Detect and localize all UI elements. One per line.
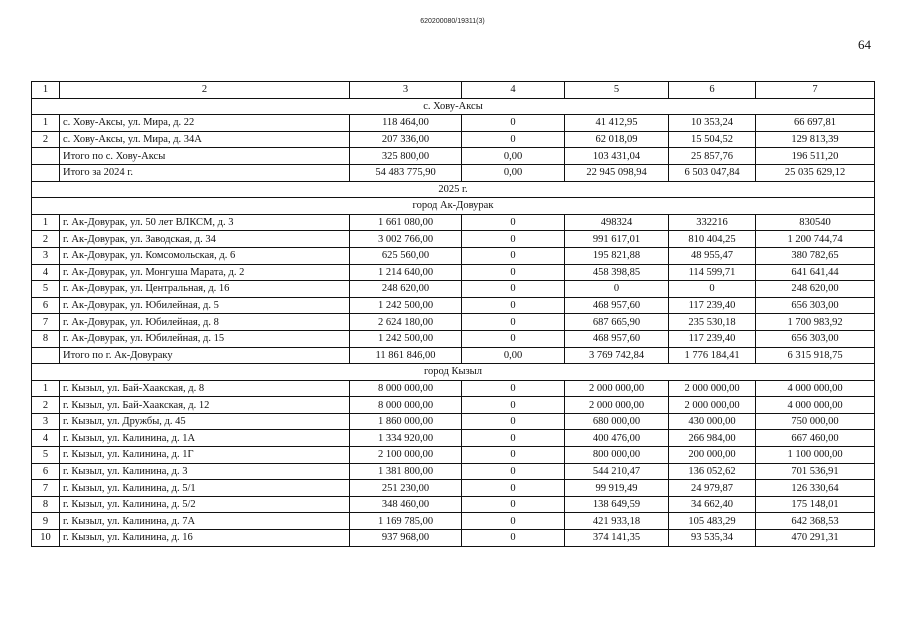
column-header: 6: [669, 82, 756, 99]
col7-cell: 1 200 744,74: [756, 231, 875, 248]
col5-cell: 62 018,09: [565, 131, 669, 148]
table-row: [32, 480, 875, 497]
col6-cell: 93 535,34: [669, 530, 756, 547]
row-number: [32, 148, 60, 165]
col5-cell: 687 665,90: [565, 314, 669, 331]
col4-cell: 0: [462, 496, 565, 513]
col5-cell: 99 919,49: [565, 480, 669, 497]
col6-cell: 235 530,18: [669, 314, 756, 331]
col4-cell: 0: [462, 214, 565, 231]
row-number: 1: [32, 214, 60, 231]
col6-cell: 136 052,62: [669, 463, 756, 480]
table-row: [32, 380, 875, 397]
column-number-row: [32, 82, 875, 99]
col5-cell: 138 649,59: [565, 496, 669, 513]
address-cell: г. Кызыл, ул. Калинина, д. 5/1: [60, 480, 350, 497]
col6-cell: 2 000 000,00: [669, 397, 756, 414]
address-cell: г. Ак-Довурак, ул. Комсомольская, д. 6: [60, 247, 350, 264]
col5-cell: 680 000,00: [565, 413, 669, 430]
col6-cell: 6 503 047,84: [669, 164, 756, 181]
address-cell: г. Ак-Довурак, ул. Центральная, д. 16: [60, 281, 350, 298]
row-number: 6: [32, 297, 60, 314]
section-header-row: [32, 98, 875, 115]
col7-cell: 129 813,39: [756, 131, 875, 148]
col5-cell: 22 945 098,94: [565, 164, 669, 181]
col7-cell: 6 315 918,75: [756, 347, 875, 364]
table-row: [32, 164, 875, 181]
col5-cell: 400 476,00: [565, 430, 669, 447]
table-row: [32, 447, 875, 464]
total-cost-cell: 118 464,00: [350, 115, 462, 132]
total-cost-cell: 54 483 775,90: [350, 164, 462, 181]
address-cell: г. Ак-Довурак, ул. 50 лет ВЛКСМ, д. 3: [60, 214, 350, 231]
col5-cell: 458 398,85: [565, 264, 669, 281]
section-header-row: [32, 364, 875, 381]
col6-cell: 105 483,29: [669, 513, 756, 530]
col4-cell: 0,00: [462, 164, 565, 181]
total-cost-cell: 1 242 500,00: [350, 297, 462, 314]
section-title: 2025 г.: [32, 181, 875, 198]
col5-cell: 468 957,60: [565, 297, 669, 314]
col4-cell: 0: [462, 480, 565, 497]
section-title: с. Хову-Аксы: [32, 98, 875, 115]
column-header: 7: [756, 82, 875, 99]
row-number: 9: [32, 513, 60, 530]
col7-cell: 4 000 000,00: [756, 397, 875, 414]
column-header: 3: [350, 82, 462, 99]
total-cost-cell: 325 800,00: [350, 148, 462, 165]
table-row: [32, 247, 875, 264]
col4-cell: 0,00: [462, 148, 565, 165]
col4-cell: 0: [462, 447, 565, 464]
total-cost-cell: 207 336,00: [350, 131, 462, 148]
total-cost-cell: 2 100 000,00: [350, 447, 462, 464]
total-cost-cell: 1 242 500,00: [350, 330, 462, 347]
column-header: 4: [462, 82, 565, 99]
col7-cell: 656 303,00: [756, 330, 875, 347]
address-cell: г. Ак-Довурак, ул. Юбилейная, д. 15: [60, 330, 350, 347]
total-cost-cell: 1 860 000,00: [350, 413, 462, 430]
address-cell: г. Кызыл, ул. Бай-Хаакская, д. 8: [60, 380, 350, 397]
col4-cell: 0: [462, 380, 565, 397]
col7-cell: 701 536,91: [756, 463, 875, 480]
table-row: [32, 214, 875, 231]
col5-cell: 0: [565, 281, 669, 298]
row-number: 4: [32, 430, 60, 447]
col4-cell: 0: [462, 281, 565, 298]
col4-cell: 0: [462, 513, 565, 530]
total-cost-cell: 937 968,00: [350, 530, 462, 547]
col5-cell: 41 412,95: [565, 115, 669, 132]
address-cell: г. Ак-Довурак, ул. Монгуша Марата, д. 2: [60, 264, 350, 281]
table-row: [32, 148, 875, 165]
total-cost-cell: 248 620,00: [350, 281, 462, 298]
total-cost-cell: 1 169 785,00: [350, 513, 462, 530]
total-cost-cell: 1 214 640,00: [350, 264, 462, 281]
table-row: [32, 231, 875, 248]
col4-cell: 0: [462, 264, 565, 281]
table-row: [32, 115, 875, 132]
col6-cell: 0: [669, 281, 756, 298]
col6-cell: 114 599,71: [669, 264, 756, 281]
row-number: 4: [32, 264, 60, 281]
col7-cell: 1 100 000,00: [756, 447, 875, 464]
total-cost-cell: 2 624 180,00: [350, 314, 462, 331]
page-number: 64: [858, 37, 871, 52]
table-row: [32, 314, 875, 331]
row-number: 3: [32, 247, 60, 264]
col7-cell: 642 368,53: [756, 513, 875, 530]
col5-cell: 468 957,60: [565, 330, 669, 347]
total-cost-cell: 348 460,00: [350, 496, 462, 513]
section-title: город Кызыл: [32, 364, 875, 381]
address-cell: г. Кызыл, ул. Калинина, д. 5/2: [60, 496, 350, 513]
col7-cell: 470 291,31: [756, 530, 875, 547]
total-cost-cell: 1 334 920,00: [350, 430, 462, 447]
table-row: [32, 397, 875, 414]
col7-cell: 667 460,00: [756, 430, 875, 447]
row-number: 10: [32, 530, 60, 547]
row-number: [32, 164, 60, 181]
section-header-row: [32, 198, 875, 215]
table-row: [32, 413, 875, 430]
col7-cell: 380 782,65: [756, 247, 875, 264]
column-header: 2: [60, 82, 350, 99]
col7-cell: 656 303,00: [756, 297, 875, 314]
col7-cell: 175 148,01: [756, 496, 875, 513]
table-row: [32, 281, 875, 298]
col6-cell: 24 979,87: [669, 480, 756, 497]
row-number: 8: [32, 496, 60, 513]
row-number: 5: [32, 447, 60, 464]
col4-cell: 0: [462, 131, 565, 148]
col4-cell: 0,00: [462, 347, 565, 364]
total-cost-cell: 251 230,00: [350, 480, 462, 497]
col5-cell: 374 141,35: [565, 530, 669, 547]
col5-cell: 498324: [565, 214, 669, 231]
address-cell: г. Кызыл, ул. Калинина, д. 1Г: [60, 447, 350, 464]
address-cell: с. Хову-Аксы, ул. Мира, д. 34А: [60, 131, 350, 148]
row-number: 5: [32, 281, 60, 298]
col7-cell: 25 035 629,12: [756, 164, 875, 181]
col4-cell: 0: [462, 247, 565, 264]
table-row: [32, 131, 875, 148]
address-cell: г. Ак-Довурак, ул. Заводская, д. 34: [60, 231, 350, 248]
col7-cell: 641 641,44: [756, 264, 875, 281]
col7-cell: 1 700 983,92: [756, 314, 875, 331]
col7-cell: 830540: [756, 214, 875, 231]
column-header: 5: [565, 82, 669, 99]
table-row: [32, 530, 875, 547]
column-header: 1: [32, 82, 60, 99]
row-number: 1: [32, 380, 60, 397]
col7-cell: 248 620,00: [756, 281, 875, 298]
col6-cell: 1 776 184,41: [669, 347, 756, 364]
address-cell: г. Кызыл, ул. Калинина, д. 1А: [60, 430, 350, 447]
row-number: 2: [32, 397, 60, 414]
table-row: [32, 330, 875, 347]
col4-cell: 0: [462, 413, 565, 430]
total-cost-cell: 3 002 766,00: [350, 231, 462, 248]
row-number: 6: [32, 463, 60, 480]
col4-cell: 0: [462, 397, 565, 414]
row-number: 7: [32, 480, 60, 497]
col5-cell: 991 617,01: [565, 231, 669, 248]
col6-cell: 15 504,52: [669, 131, 756, 148]
col4-cell: 0: [462, 330, 565, 347]
row-number: 2: [32, 131, 60, 148]
col6-cell: 332216: [669, 214, 756, 231]
col6-cell: 25 857,76: [669, 148, 756, 165]
row-number: 2: [32, 231, 60, 248]
address-cell: Итого за 2024 г.: [60, 164, 350, 181]
col6-cell: 266 984,00: [669, 430, 756, 447]
col4-cell: 0: [462, 314, 565, 331]
col6-cell: 2 000 000,00: [669, 380, 756, 397]
col6-cell: 430 000,00: [669, 413, 756, 430]
col5-cell: 800 000,00: [565, 447, 669, 464]
col5-cell: 3 769 742,84: [565, 347, 669, 364]
col5-cell: 195 821,88: [565, 247, 669, 264]
col5-cell: 421 933,18: [565, 513, 669, 530]
address-cell: г. Кызыл, ул. Калинина, д. 16: [60, 530, 350, 547]
total-cost-cell: 8 000 000,00: [350, 397, 462, 414]
table-row: [32, 264, 875, 281]
total-cost-cell: 11 861 846,00: [350, 347, 462, 364]
address-cell: Итого по с. Хову-Аксы: [60, 148, 350, 165]
col7-cell: 750 000,00: [756, 413, 875, 430]
data-table: [31, 81, 875, 547]
table-row: [32, 347, 875, 364]
col5-cell: 2 000 000,00: [565, 397, 669, 414]
total-cost-cell: 1 661 080,00: [350, 214, 462, 231]
table-body: [32, 98, 875, 546]
col6-cell: 10 353,24: [669, 115, 756, 132]
address-cell: г. Кызыл, ул. Калинина, д. 7А: [60, 513, 350, 530]
col4-cell: 0: [462, 530, 565, 547]
col6-cell: 117 239,40: [669, 297, 756, 314]
section-header-row: [32, 181, 875, 198]
col4-cell: 0: [462, 463, 565, 480]
total-cost-cell: 1 381 800,00: [350, 463, 462, 480]
row-number: [32, 347, 60, 364]
total-cost-cell: 8 000 000,00: [350, 380, 462, 397]
total-cost-cell: 625 560,00: [350, 247, 462, 264]
col7-cell: 4 000 000,00: [756, 380, 875, 397]
address-cell: г. Кызыл, ул. Бай-Хаакская, д. 12: [60, 397, 350, 414]
row-number: 8: [32, 330, 60, 347]
document-code: 620200080/19311(3): [420, 18, 485, 25]
table-row: [32, 463, 875, 480]
col4-cell: 0: [462, 297, 565, 314]
col7-cell: 66 697,81: [756, 115, 875, 132]
address-cell: г. Ак-Довурак, ул. Юбилейная, д. 5: [60, 297, 350, 314]
table-row: [32, 297, 875, 314]
col4-cell: 0: [462, 115, 565, 132]
col5-cell: 103 431,04: [565, 148, 669, 165]
col6-cell: 200 000,00: [669, 447, 756, 464]
col6-cell: 810 404,25: [669, 231, 756, 248]
table-row: [32, 513, 875, 530]
address-cell: с. Хову-Аксы, ул. Мира, д. 22: [60, 115, 350, 132]
col5-cell: 544 210,47: [565, 463, 669, 480]
col6-cell: 48 955,47: [669, 247, 756, 264]
col7-cell: 196 511,20: [756, 148, 875, 165]
address-cell: г. Кызыл, ул. Дружбы, д. 45: [60, 413, 350, 430]
row-number: 3: [32, 413, 60, 430]
col6-cell: 34 662,40: [669, 496, 756, 513]
col4-cell: 0: [462, 231, 565, 248]
address-cell: г. Ак-Довурак, ул. Юбилейная, д. 8: [60, 314, 350, 331]
row-number: 7: [32, 314, 60, 331]
address-cell: Итого по г. Ак-Довураку: [60, 347, 350, 364]
section-title: город Ак-Довурак: [32, 198, 875, 215]
row-number: 1: [32, 115, 60, 132]
table-row: [32, 430, 875, 447]
table-row: [32, 496, 875, 513]
col7-cell: 126 330,64: [756, 480, 875, 497]
address-cell: г. Кызыл, ул. Калинина, д. 3: [60, 463, 350, 480]
col5-cell: 2 000 000,00: [565, 380, 669, 397]
col4-cell: 0: [462, 430, 565, 447]
col6-cell: 117 239,40: [669, 330, 756, 347]
